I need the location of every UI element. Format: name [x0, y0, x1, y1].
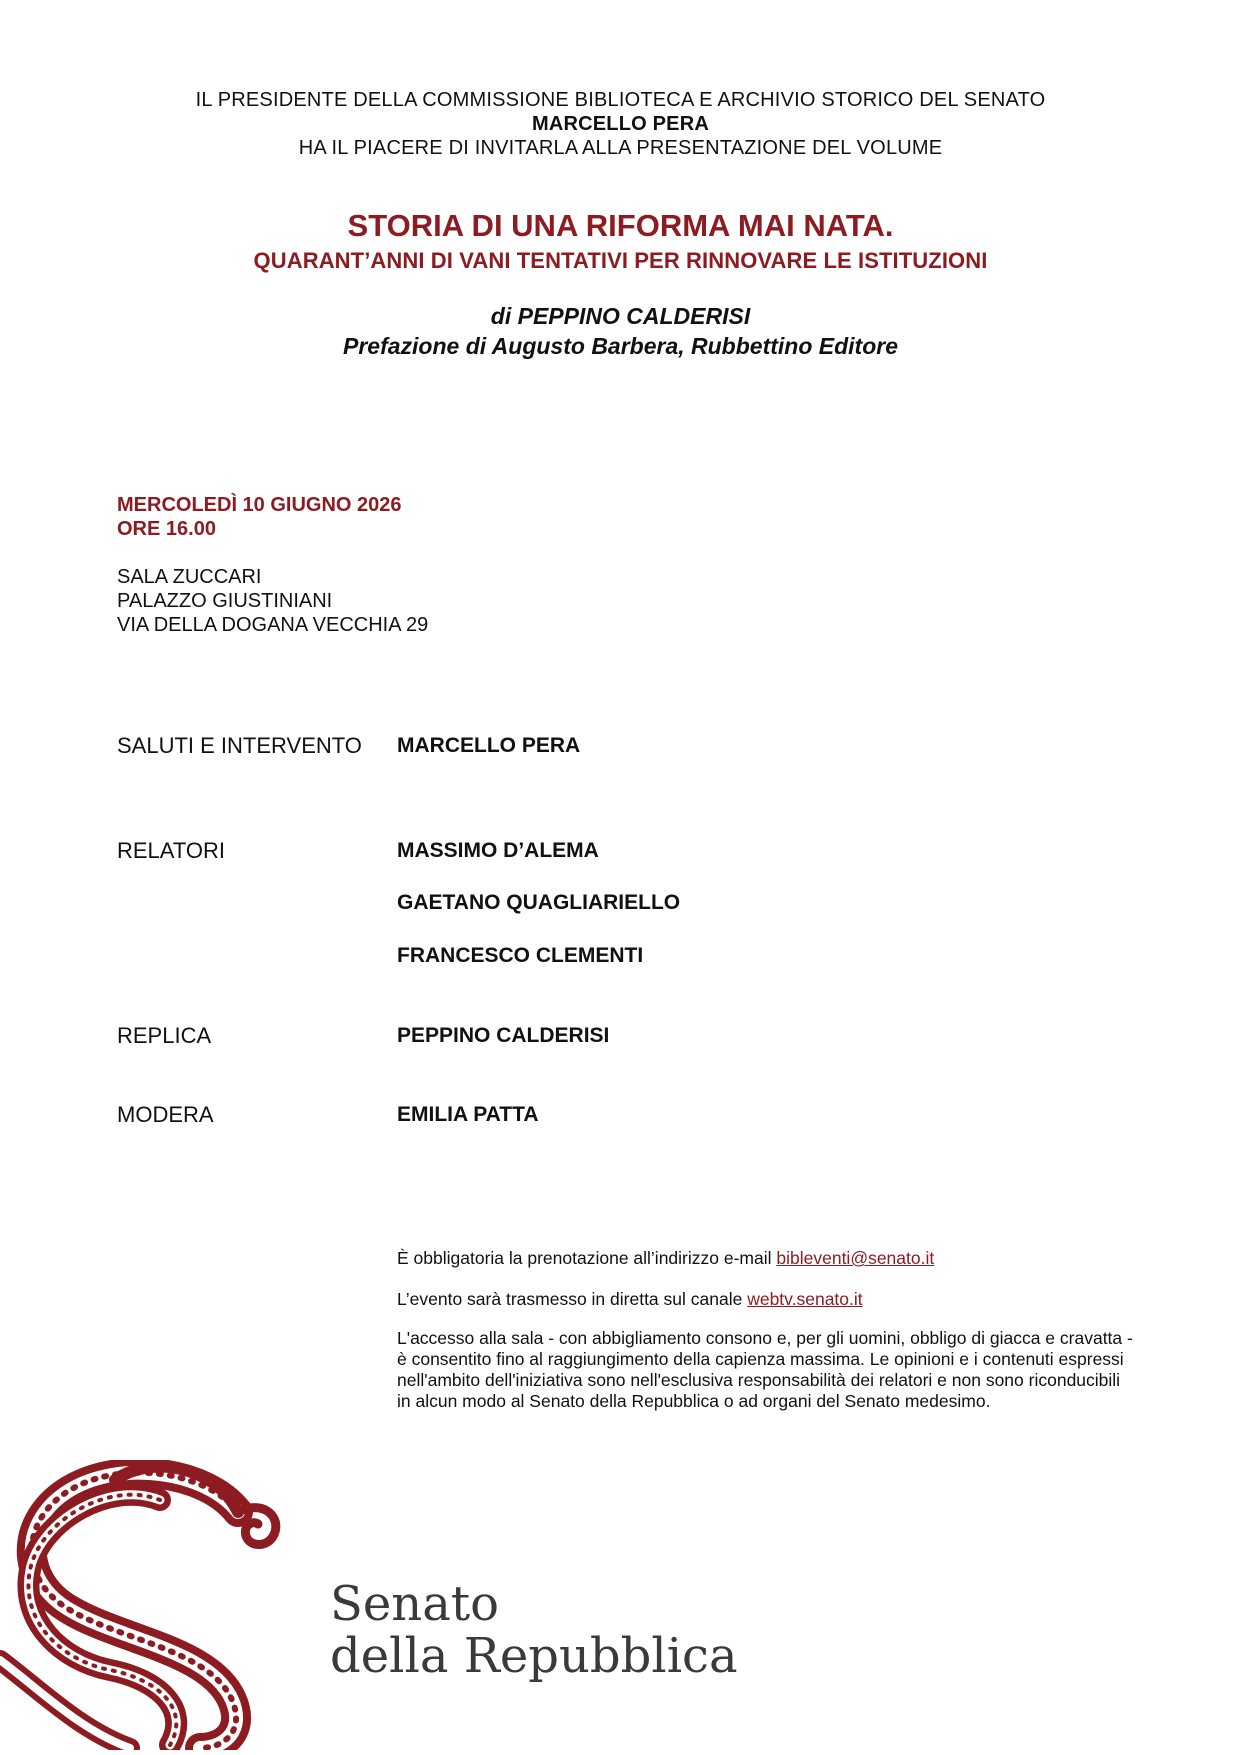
greetings-label: SALUTI E INTERVENTO: [117, 733, 362, 758]
speaker-2: GAETANO QUAGLIARIELLO: [397, 891, 681, 914]
greetings-name: MARCELLO PERA: [397, 734, 581, 757]
book-title: STORIA DI UNA RIFORMA MAI NATA.: [347, 208, 894, 243]
event-date-text: MERCOLEDÌ 10 GIUGNO 2026: [117, 494, 402, 516]
senato-logo-text: [330, 1578, 738, 1682]
book-author: di PEPPINO CALDERISI: [490, 303, 751, 329]
venue-building: PALAZZO GIUSTINIANI: [117, 590, 333, 612]
access-note: L'accesso alla sala - con abbigliamento consono e, per gli uomini, obbligo di giacca e cravatta - è consentito fino al raggiungimento della capienza massima. Le opinioni e i contenuti espressi nell'ambito dell'iniziativa sono nell'esclusiva responsabilità dei relatori e non sono riconducibili in alcun modo al Senato della Repubblica o ad organi del Senato medesimo.: [397, 1328, 1133, 1411]
event-time-text: ORE 16.00: [117, 518, 216, 540]
reply-label: REPLICA: [117, 1023, 212, 1048]
speaker-3: FRANCESCO CLEMENTI: [397, 944, 644, 967]
book-preface: Prefazione di Augusto Barbera, Rubbettino Editore: [342, 333, 899, 359]
header-line-1: IL PRESIDENTE DELLA COMMISSIONE BIBLIOTECA E ARCHIVIO STORICO DEL SENATO: [195, 89, 1046, 111]
booking-email-link[interactable]: bibleventi@senato.it: [776, 1248, 935, 1268]
reply-name: PEPPINO CALDERISI: [397, 1024, 610, 1047]
event-venue: [117, 565, 428, 637]
header-line-3: HA IL PIACERE DI INVITARLA ALLA PRESENTAZIONE DEL VOLUME: [298, 137, 943, 159]
stream-note: [397, 1289, 1137, 1310]
booking-text: È obbligatoria la prenotazione all’indirizzo e-mail: [397, 1248, 777, 1268]
speakers-label: RELATORI: [117, 838, 225, 863]
moderator-label: MODERA: [117, 1102, 214, 1127]
senato-s-emblem-icon: [0, 1460, 300, 1750]
webtv-link[interactable]: webtv.senato.it: [747, 1289, 863, 1309]
stream-text: L’evento sarà trasmesso in diretta sul canale: [397, 1289, 748, 1309]
invitation-header: [0, 88, 1241, 160]
header-line-2: MARCELLO PERA: [531, 113, 710, 135]
venue-address: VIA DELLA DOGANA VECCHIA 29: [117, 614, 429, 636]
venue-room: SALA ZUCCARI: [117, 566, 262, 588]
event-date: [117, 493, 402, 541]
speaker-1: MASSIMO D’ALEMA: [397, 839, 599, 862]
book-subtitle: QUARANT’ANNI DI VANI TENTATIVI PER RINNOVARE LE ISTITUZIONI: [253, 248, 988, 273]
booking-note: [397, 1248, 1137, 1269]
logo-line-2: della Repubblica: [330, 1628, 738, 1684]
moderator-name: EMILIA PATTA: [397, 1103, 539, 1126]
logo-line-1: Senato: [330, 1576, 500, 1632]
